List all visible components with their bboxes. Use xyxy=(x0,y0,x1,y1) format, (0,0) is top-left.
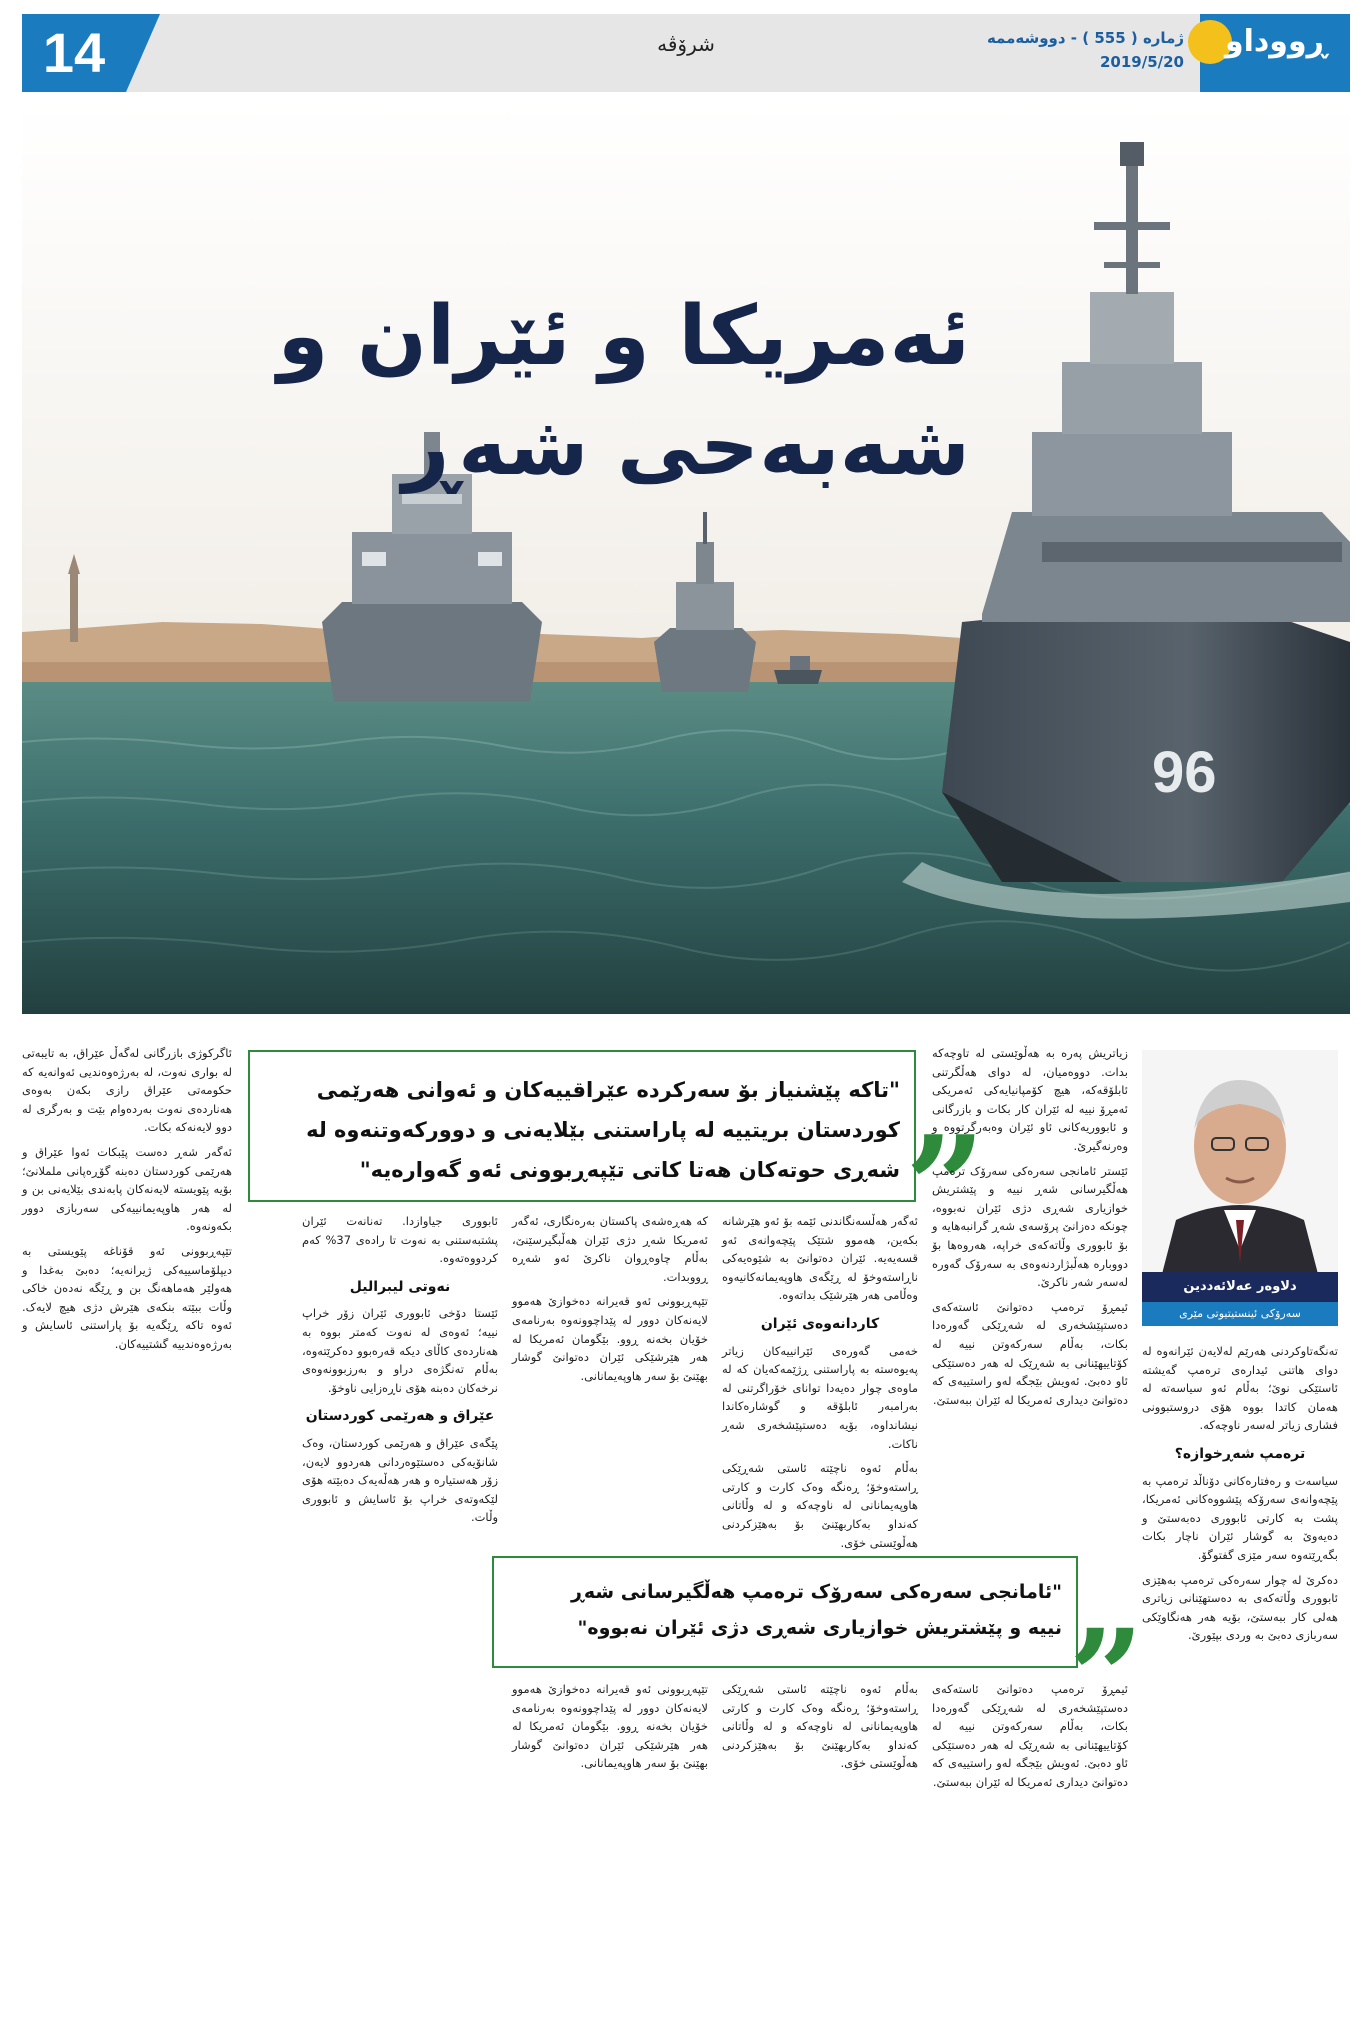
page-number: 14 xyxy=(22,14,126,92)
paragraph: ئابووری جیاوازدا. تەنانەت ئێران پشتبەستنی بە نەوت تا رادەی 37% کەم کردووەتەوە. xyxy=(302,1214,499,1266)
issue-number: ژمارە ( 555 ) - دووشەممە xyxy=(986,29,1184,47)
author-photo xyxy=(1142,1050,1338,1274)
column-4 xyxy=(302,1212,498,2002)
paragraph: ئیمڕۆ ترەمپ دەتوانێ ئاستەکەی دەستپێشخەری لە شەڕێکی گەورەدا بکات، بەڵام سەرکەوتن نییە لە کۆتاییهێنانی بە شەڕێک لە هەر دەستێکی ئاو دەبێ. ئەویش بێجگە لەو راستییەی کە دەتوانێ دیداری ئەمریکا لە ئێران ببەستێ. xyxy=(932,1682,1128,1789)
paragraph: پێگەی عێراق و هەرێمی کوردستان، وەک شانۆیەکی دەستێوەردانی هەردوو لایەن، زۆر هەستیارە و هەر هەڵەیەک دەبێتە هۆی لێکەوتەی خراپ بۆ ئاسایش و ئابووری وڵات. xyxy=(302,1435,498,1525)
warships-illustration xyxy=(22,102,1350,1014)
quote-mark-1: „ xyxy=(907,1026,988,1190)
paragraph: کە هەڕەشەی پاکستان بەرەنگاری، ئەگەر ئەمریکا شەڕ دژی ئێران هەڵبگیرسێنێ، بەڵام چاوەڕوان ناکرێ ئەو شەڕە ڕووبدات. xyxy=(512,1214,708,1284)
column-3 xyxy=(512,1212,708,1542)
issue-info xyxy=(844,26,1184,74)
subhead-iraq-kurdistan: عێراق و هەرێمی کوردستان xyxy=(305,1408,495,1425)
column-2-continued xyxy=(722,1680,918,2002)
paragraph: ئەگەر هەڵسەنگاندنی ئێمە بۆ ئەو هێرشانە بکەین، هەموو شتێک پێچەوانەی ئەو قسەیەیە. ئێران دەتوانێ بە شێوەیەکی ناڕاستەوخۆ لە ڕێگەی هاوپەیمانەکانیەوە وەڵامی هەر هێرشێک بداتەوە. xyxy=(722,1214,918,1303)
paragraph: دەکرێ لە چوار سەرەکی ترەمپ بەهێزی ئابووری وڵاتەکەی بە دەستهێنانی زیاتری هەلی کار ببەستێ، بۆیە هەر هەنگاوێکی سەربازی دەبێ بە وردی بپێورێ. xyxy=(1142,1572,1338,1643)
pull-quote-2-line-2: نییە و پێشتریش خوازیاری شەڕی دژی ئێران نەبووە" xyxy=(577,1617,1062,1639)
newspaper-logo xyxy=(1200,14,1350,92)
author-portrait xyxy=(1142,1050,1338,1274)
article-body xyxy=(22,1026,1350,2016)
pull-quote-1-line-1: "تاکە پێشنیاز بۆ سەرکردە عێراقییەکان و ئەوانی هەرێمی xyxy=(316,1078,900,1102)
section-name: شرۆڤە xyxy=(657,32,715,56)
column-1-continued xyxy=(932,1680,1128,2002)
column-6 xyxy=(1142,1342,1338,2002)
headline-line-1: ئەمریکا و ئێران و xyxy=(277,289,970,384)
headline-line-2: شەبەحی شەڕ xyxy=(402,399,970,494)
column-3-continued xyxy=(512,1680,708,2002)
pull-quote-2-line-1: "ئامانجی سەرەکی سەرۆک ترەمپ هەڵگیرسانی شەڕ xyxy=(570,1581,1062,1603)
paragraph: ئێستا دۆخی ئابووری ئێران زۆر خراپ نییە؛ ئەوەی لە نەوت کەمتر بووە بە هەناردەی کاڵای دیکە قەرەبوو دەکرێتەوە، بەڵام تەنگژەی دراو و بەرزبوونەوەی نرخەکان دەبنە هۆی ناڕەزایی ناوخۆ. xyxy=(302,1306,498,1395)
paragraph: تەنگەتاوکردنی هەرێم لەلایەن ئێرانەوە لە دوای هاتنی ئیدارەی ترەمپ گەیشتە ئاستێکی نوێ؛ بەڵام ئەو سیاسەتە لە هەمان کاتدا بووە هۆی دروستبوونی فشاری زیاتر لەسەر ناوچەکە. xyxy=(1142,1344,1338,1433)
paragraph: ئەگەر شەڕ دەست پێبکات ئەوا عێراق و هەرێمی کوردستان دەبنە گۆڕەپانی ململانێ؛ بۆیە پێویستە لایەنەکان پابەندی بێلایەنی بن و لە هەر هاوپەیمانییەکی سەربازی دوور بکەونەوە. xyxy=(22,1144,232,1234)
author-role: سەرۆکی ئینستیتیوتی مێری xyxy=(1142,1302,1338,1326)
headline xyxy=(210,282,970,502)
logo-text: ڕووداو xyxy=(1224,24,1328,59)
paragraph: ئێستر ئامانجی سەرەکی سەرۆک ترەمپ هەڵگیرسانی شەڕ نییە و پێشتریش خوازیاری شەڕی دژی ئێران نەبووە، چونکە دەزانێ پرۆسەی شەڕ گرانبەهایە و بۆ ئابووری وڵاتەکەی خراپە، هەروەها بۆ دووبارە هەڵبژاردنەوەی بە سەرۆک گەورە لەسەر شەر ناکرێ. xyxy=(932,1163,1128,1290)
paragraph: خەمی گەورەی ئێرانییەکان زیاتر پەیوەستە بە پاراستنی ڕژێمەکەیان کە لە ماوەی چوار دەیەدا توانای خۆراگرتنی لە بەرامبەر ئابلۆقە و گوشارەکاندا نیشانداوە، بۆیە دەستپێشخەری شەڕ ناکات. xyxy=(722,1343,918,1451)
pull-quote-2-text xyxy=(512,1574,1062,1646)
paragraph: تێپەڕبوونی ئەو قەیرانە دەخوازێ هەموو لایەنەکان دوور لە پێداچوونەوە بەرنامەی خۆیان بخەنە ڕوو. بێگومان ئەمریکا لە هەر هێرشێکی ئێران دەتوانێ گوشار بهێنێ بۆ سەر هاوپەیمانانی. xyxy=(512,1682,708,1771)
subhead-liberal-oil: نەوتی لیبرالیل xyxy=(349,1278,451,1295)
subhead-iran-response: کاردانەوەی ئێران xyxy=(760,1315,880,1332)
column-2 xyxy=(722,1212,918,1550)
paragraph: تێپەڕبوونی ئەو قۆناغە پێویستی بە دیپلۆماسییەکی ژیرانەیە؛ دەبێ بەغدا و هەولێر هەماهەنگ بن و ڕێگە نەدەن خاکی وڵات ببێتە بنکەی هێرش دژی هیچ لایەک. ئەوە تاکە ڕێگەیە بۆ پاراستنی ئاسایش و بەرژەوەندییە گشتییەکان. xyxy=(22,1243,232,1351)
column-1 xyxy=(932,1044,1128,1544)
pull-quote-1-line-3: شەڕی حوتەکان هەتا کاتی تێپەڕبوونی ئەو گەوارەیە" xyxy=(359,1158,900,1182)
quote-mark-2: „ xyxy=(1071,1526,1146,1679)
minaret xyxy=(70,572,78,642)
issue-date: 2019/5/20 xyxy=(1099,53,1184,71)
paragraph: بەڵام ئەوە ناچێتە ئاستی شەڕێکی ڕاستەوخۆ؛ ڕەنگە وەک کارت و کارتی هاوپەیمانانی لە ناوچەکە و لە وڵاتانی کەنداو بەکاربهێنێ بۆ بەهێزکردنی هەڵوێستی خۆی. xyxy=(722,1461,918,1550)
pull-quote-1-line-2: کوردستان بریتییە لە پاراستنی بێلایەنی و دوورکەوتنەوە لە xyxy=(306,1118,900,1142)
paragraph: تێپەڕبوونی ئەو قەیرانە دەخوازێ هەموو لایەنەکان دوور لە پێداچوونەوە بەرنامەی خۆیان بخەنە ڕوو. بێگومان ئەمریکا لە هەر هێرشێکی ئێران دەتوانێ گوشار بهێنێ بۆ سەر هاوپەیمانانی. xyxy=(512,1294,708,1383)
page-header xyxy=(22,14,1350,92)
paragraph: سیاسەت و رەفتارەکانی دۆناڵد ترەمپ بە پێچەوانەی سەرۆکە پێشووەکانی ئەمریکا، پشت بە کارتی ئابووری دەبەستێ و دەیەوێ بە گوشار ئێران ناچار بکات بگەڕێتەوە سەر مێزی گفتوگۆ. xyxy=(1142,1473,1338,1562)
pull-quote-1-text xyxy=(270,1070,900,1190)
hull-number: 96 xyxy=(1152,740,1217,805)
author-name: دلاوەر عەلائەددین xyxy=(1142,1272,1338,1302)
paragraph: ئاگرکوژی بازرگانی لەگەڵ عێراق، بە تایبەتی لە بواری نەوت، لە بەرژەوەندیی ئەوانەیە کە حکومەتی عێراق رازی بکەن بەوەی هەناردەی نەوت بەردەوام بێت و بەرگری لە دوو لایەنەکە بکات. xyxy=(22,1046,232,1135)
hero-photo xyxy=(22,102,1350,1014)
paragraph: زیاتریش پەرە بە هەڵوێستی لە تاوچەکە بدات. دووەمیان، لە دوای هەڵگرتنی ئابلۆقەکە، هیچ کۆمپانیایەکی ئەمریکی ئەمڕۆ نییە لە ئێران کار بکات و بازرگانی و ئابووریەکانی ئاو ئێران وەبەرگرتووە و وەرنەگیرێ. xyxy=(932,1046,1128,1153)
pull-quote-1 xyxy=(248,1026,988,1202)
page-number-tab xyxy=(126,14,160,92)
column-5 xyxy=(22,1044,232,2002)
author-box xyxy=(1142,1050,1338,1330)
paragraph: بەڵام ئەوە ناچێتە ئاستی شەڕێکی ڕاستەوخۆ؛ ڕەنگە وەک کارت و کارتی هاوپەیمانانی لە ناوچەکە و لە وڵاتانی کەنداو بەکاربهێنێ بۆ بەهێزکردنی هەڵوێستی خۆی. xyxy=(722,1682,918,1771)
pull-quote-2 xyxy=(492,1526,1146,1679)
paragraph: ئیمڕۆ ترەمپ دەتوانێ ئاستەکەی دەستپێشخەری لە شەڕێکی گەورەدا بکات، بەڵام سەرکەوتن نییە لە کۆتاییهێنانی بە شەڕێک لە هەر دەستێکی ئاو دەبێ. ئەویش بێجگە لەو راستییەی کە دەتوانێ دیداری ئەمریکا لە ئێران ببەستێ. xyxy=(932,1299,1128,1407)
subhead-trump: ترەمپ شەڕخوازە؟ xyxy=(1174,1445,1306,1462)
